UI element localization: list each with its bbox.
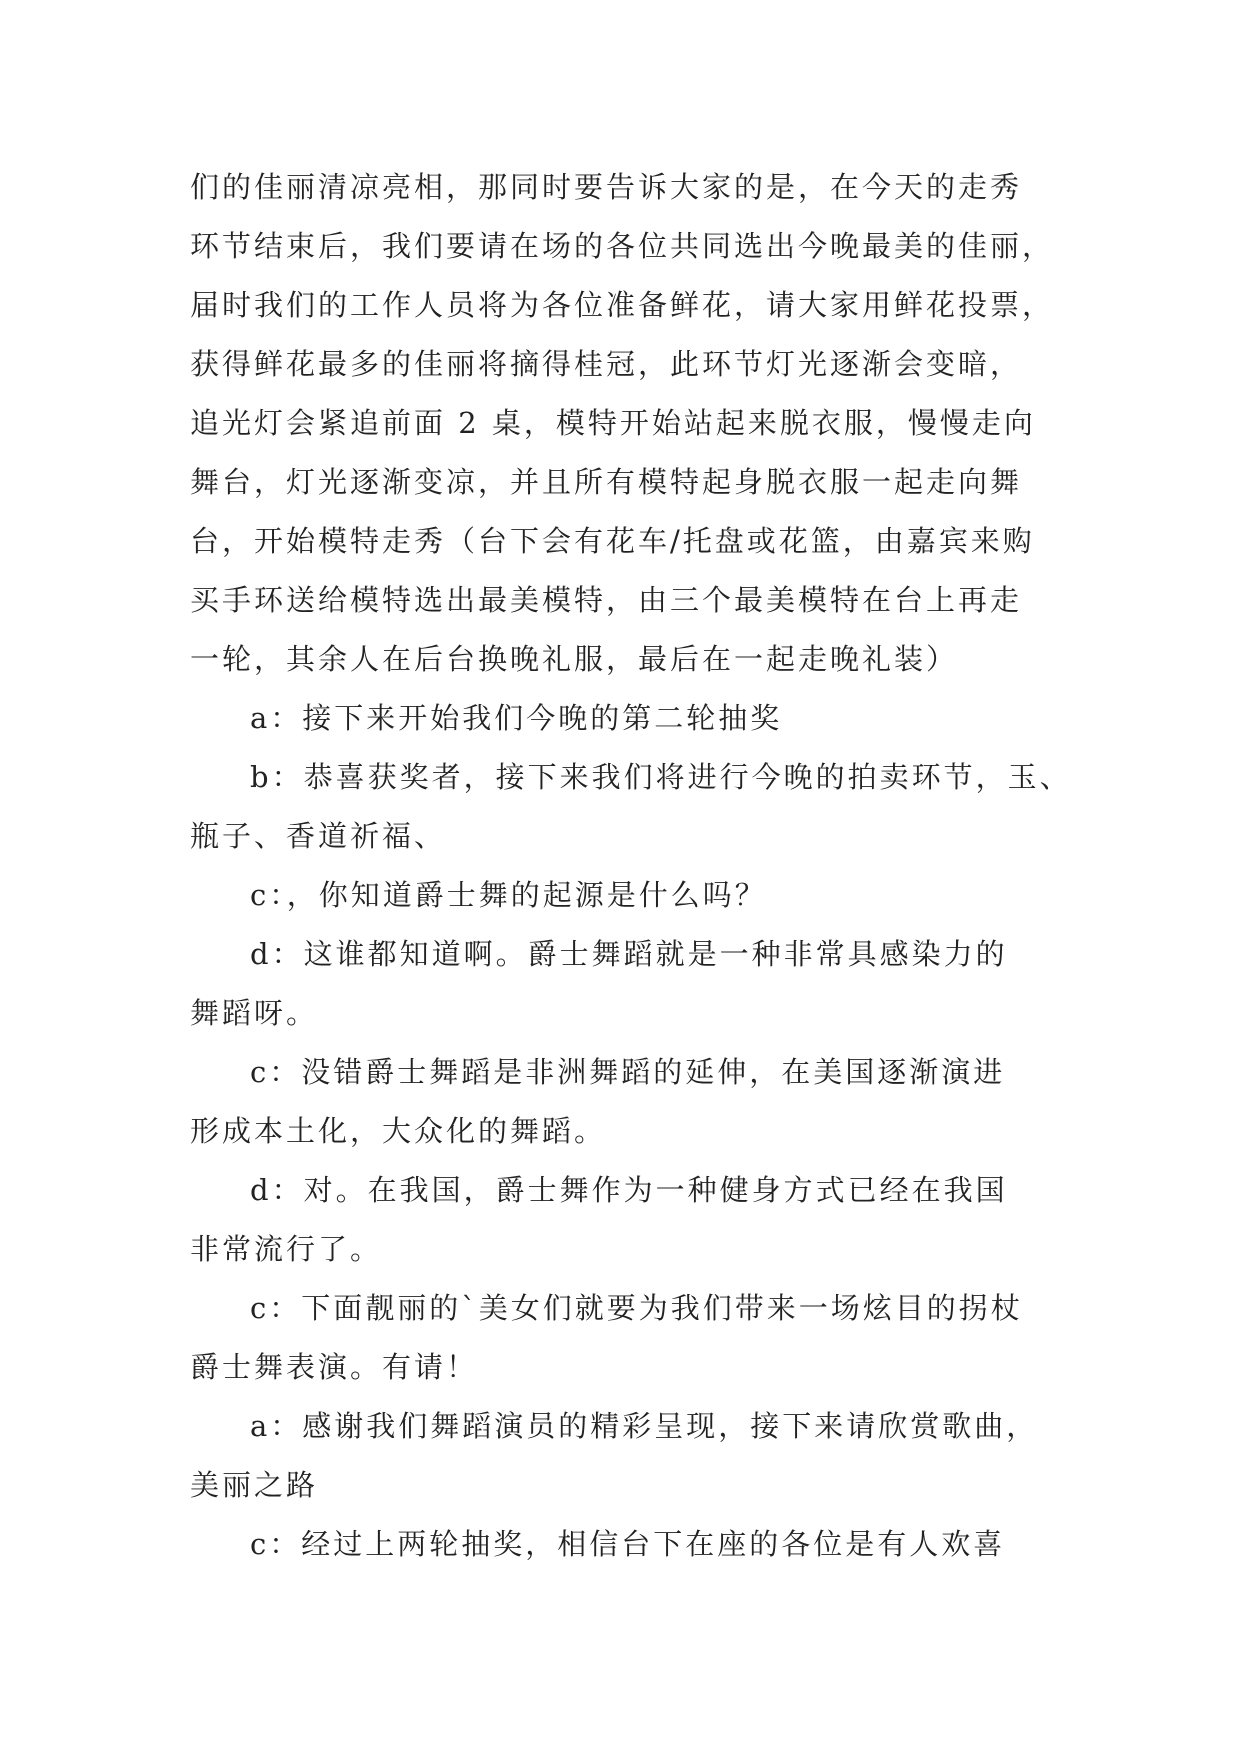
dialogue-line: d：这谁都知道啊。爵士舞蹈就是一种非常具感染力的 (250, 937, 1008, 971)
text-line: 非常流行了。 (190, 1232, 383, 1266)
text-line: 届时我们的工作人员将为各位准备鲜花，请大家用鲜花投票， (190, 288, 1055, 322)
dialogue-line: c：没错爵士舞蹈是非洲舞蹈的延伸，在美国逐渐演进 (250, 1055, 1006, 1089)
document-body (190, 158, 1090, 1574)
dialogue-line: c：下面靓丽的`美女们就要为我们带来一场炫目的拐杖 (250, 1291, 1023, 1325)
dialogue-line: d：对。在我国，爵士舞作为一种健身方式已经在我国 (250, 1173, 1008, 1207)
text-line: 形成本土化，大众化的舞蹈。 (190, 1114, 607, 1148)
text-line: 们的佳丽清凉亮相，那同时要告诉大家的是，在今天的走秀 (190, 170, 1023, 204)
text-line: 环节结束后，我们要请在场的各位共同选出今晚最美的佳丽， (190, 229, 1055, 263)
text-line: 追光灯会紧追前面 2 桌，模特开始站起来脱衣服，慢慢走向 (190, 406, 1036, 440)
dialogue-line: b：恭喜获奖者，接下来我们将进行今晚的拍卖环节，玉、 (250, 760, 1072, 794)
text-line: 一轮，其余人在后台换晚礼服，最后在一起走晚礼装） (190, 642, 959, 676)
text-line: 买手环送给模特选出最美模特，由三个最美模特在台上再走 (190, 583, 1023, 617)
text-line: 台，开始模特走秀（台下会有花车/托盘或花篮，由嘉宾来购 (190, 524, 1035, 558)
dialogue-line: a：感谢我们舞蹈演员的精彩呈现，接下来请欣赏歌曲， (250, 1409, 1039, 1443)
text-line: 爵士舞表演。有请！ (190, 1350, 479, 1384)
text-line: 舞蹈呀。 (190, 996, 319, 1030)
dialogue-line: c：经过上两轮抽奖，相信台下在座的各位是有人欢喜 (250, 1527, 1006, 1561)
text-line: 获得鲜花最多的佳丽将摘得桂冠，此环节灯光逐渐会变暗， (190, 347, 1023, 381)
dialogue-line: a：接下来开始我们今晚的第二轮抽奖 (250, 701, 783, 735)
dialogue-line: c：，你知道爵士舞的起源是什么吗？ (250, 878, 767, 912)
text-line: 美丽之路 (190, 1468, 319, 1502)
text-line: 瓶子、香道祈福、 (190, 819, 447, 853)
text-line: 舞台，灯光逐渐变凉，并且所有模特起身脱衣服一起走向舞 (190, 465, 1023, 499)
